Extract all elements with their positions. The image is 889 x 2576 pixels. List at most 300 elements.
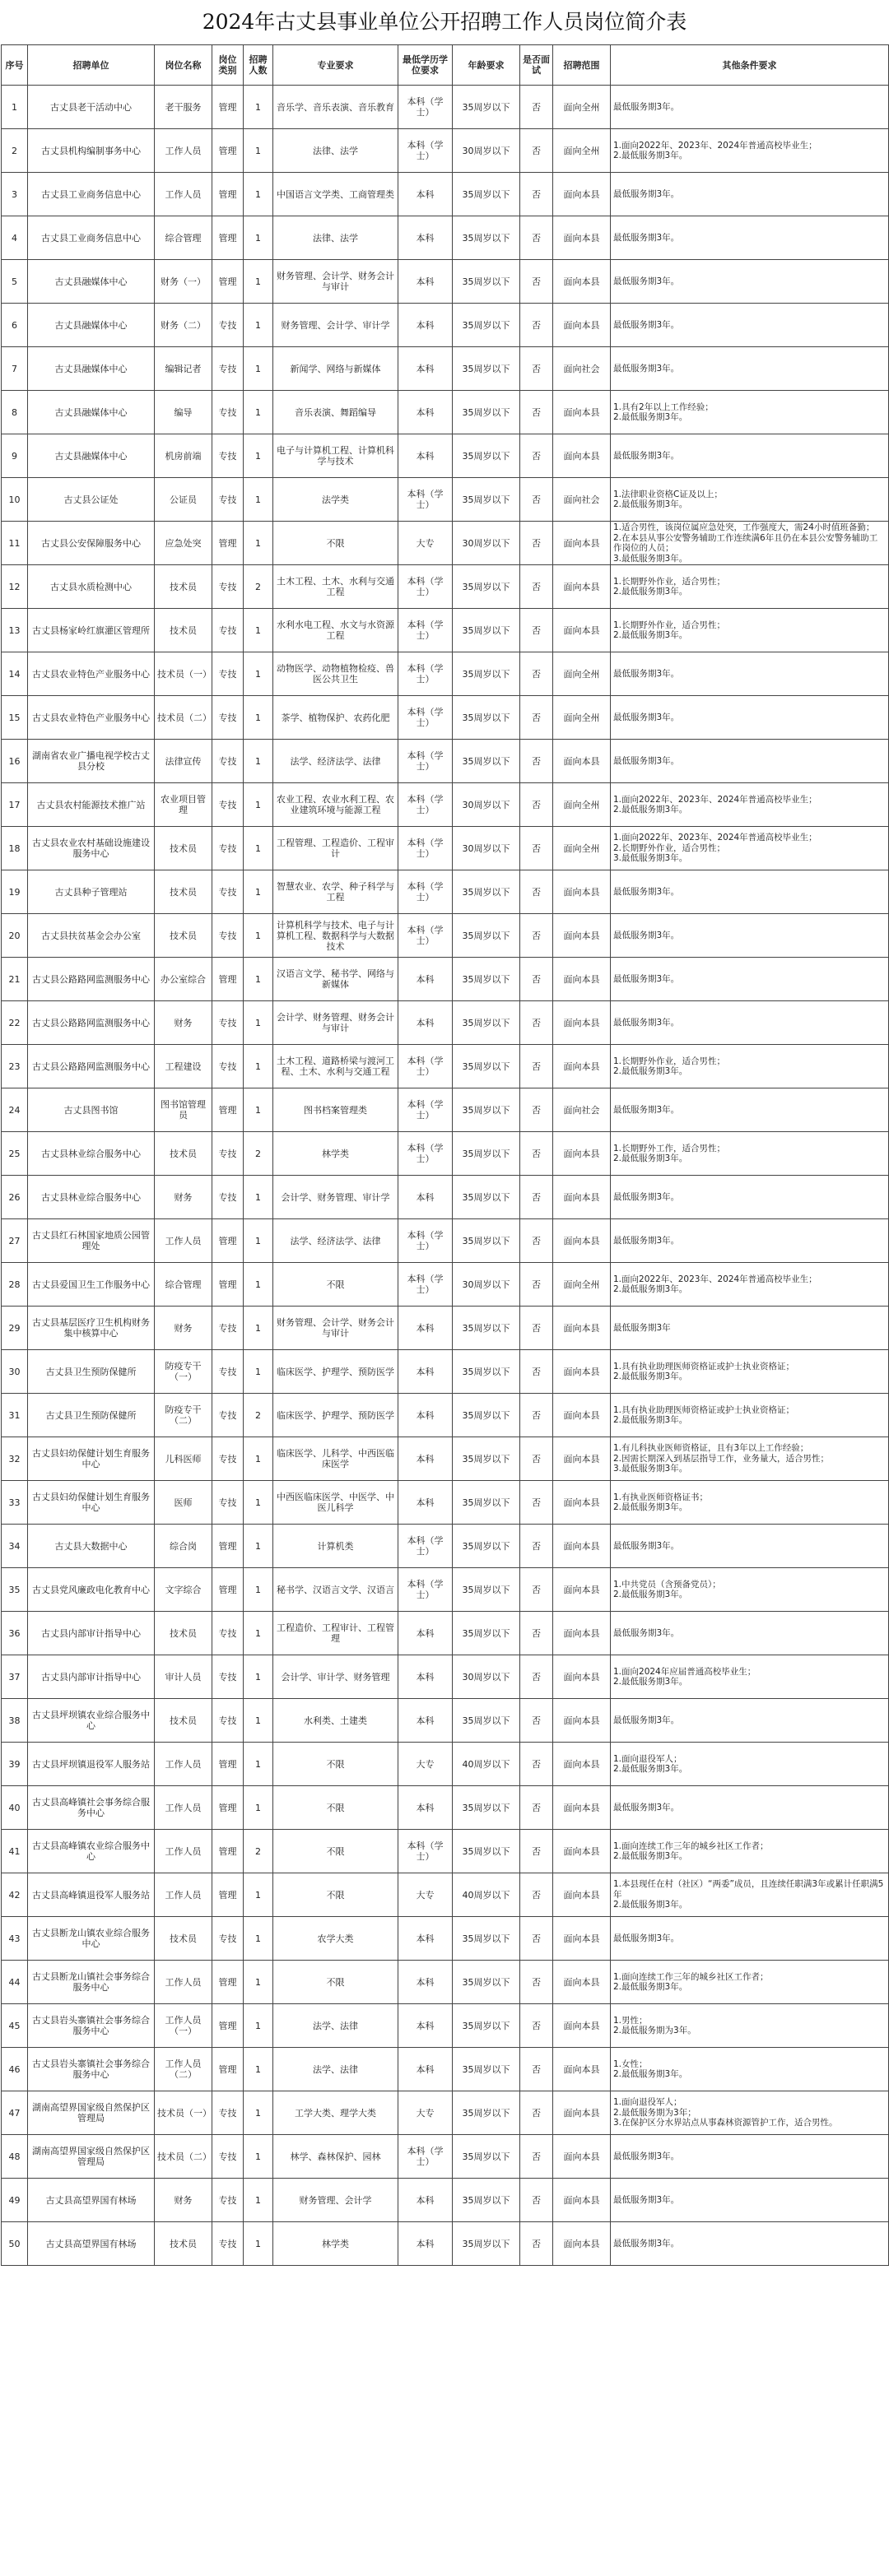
- cell-count: 1: [244, 1743, 273, 1786]
- cell-category: 管理: [212, 958, 244, 1001]
- cell-count: 1: [244, 1437, 273, 1481]
- cell-age: 35周岁以下: [453, 2135, 520, 2179]
- cell-interview: 否: [520, 652, 553, 696]
- cell-interview: 否: [520, 1743, 553, 1786]
- cell-scope: 面向本县: [553, 1612, 611, 1655]
- cell-category: 专技: [212, 870, 244, 914]
- cell-count: 1: [244, 1350, 273, 1394]
- cell-scope: 面向本县: [553, 434, 611, 478]
- cell-count: 1: [244, 958, 273, 1001]
- cell-major: 林学类: [273, 1132, 398, 1176]
- cell-position: 工作人员: [155, 173, 212, 216]
- cell-category: 专技: [212, 1917, 244, 1961]
- cell-age: 35周岁以下: [453, 1219, 520, 1263]
- table-row: [2, 1481, 889, 1525]
- cell-other: 1.面向2024年应届普通高校毕业生； 2.最低服务期3年。: [611, 1655, 889, 1699]
- table-row: [2, 1786, 889, 1830]
- cell-interview: 否: [520, 1525, 553, 1568]
- cell-scope: 面向本县: [553, 1219, 611, 1263]
- cell-category: 专技: [212, 1350, 244, 1394]
- table-row: [2, 1394, 889, 1437]
- cell-count: 1: [244, 696, 273, 740]
- cell-other: 1.具有执业助理医师资格证或护士执业资格证； 2.最低服务期3年。: [611, 1350, 889, 1394]
- cell-age: 35周岁以下: [453, 958, 520, 1001]
- cell-age: 35周岁以下: [453, 173, 520, 216]
- cell-category: 专技: [212, 565, 244, 609]
- cell-other: 1.面向连续工作三年的城乡社区工作者； 2.最低服务期3年。: [611, 1961, 889, 2004]
- cell-seq: 49: [2, 2179, 28, 2222]
- cell-interview: 否: [520, 1176, 553, 1219]
- cell-major: 新闻学、网络与新媒体: [273, 347, 398, 391]
- cell-count: 1: [244, 2179, 273, 2222]
- cell-age: 35周岁以下: [453, 347, 520, 391]
- cell-education: 本科（学士）: [398, 1088, 453, 1132]
- cell-interview: 否: [520, 86, 553, 129]
- page-title: 2024年古丈县事业单位公开招聘工作人员岗位简介表: [202, 10, 687, 34]
- cell-position: 审计人员: [155, 1655, 212, 1699]
- cell-other: 最低服务期3年。: [611, 86, 889, 129]
- cell-seq: 15: [2, 696, 28, 740]
- cell-position: 综合岗: [155, 1525, 212, 1568]
- cell-unit: 古丈县高峰镇农业综合服务中心: [28, 1830, 155, 1873]
- table-body: [2, 86, 889, 2266]
- cell-count: 1: [244, 783, 273, 827]
- cell-major: 中西医临床医学、中医学、中医儿科学: [273, 1481, 398, 1525]
- cell-position: 工作人员: [155, 1743, 212, 1786]
- cell-unit: 古丈县公路路网监测服务中心: [28, 1001, 155, 1045]
- cell-education: 本科: [398, 1350, 453, 1394]
- cell-position: 工程建设: [155, 1045, 212, 1088]
- cell-unit: 古丈县坪坝镇农业综合服务中心: [28, 1699, 155, 1743]
- cell-age: 35周岁以下: [453, 1525, 520, 1568]
- cell-unit: 古丈县农业特色产业服务中心: [28, 652, 155, 696]
- cell-seq: 34: [2, 1525, 28, 1568]
- header-age: 年龄要求: [453, 45, 520, 86]
- cell-scope: 面向全州: [553, 827, 611, 870]
- cell-interview: 否: [520, 1917, 553, 1961]
- cell-scope: 面向本县: [553, 740, 611, 783]
- cell-count: 1: [244, 347, 273, 391]
- cell-unit: 古丈县党风廉政电化教育中心: [28, 1568, 155, 1612]
- table-row: [2, 1350, 889, 1394]
- cell-education: 本科: [398, 1612, 453, 1655]
- cell-education: 本科: [398, 2179, 453, 2222]
- cell-other: 1.面向连续工作三年的城乡社区工作者； 2.最低服务期3年。: [611, 1830, 889, 1873]
- cell-position: 技术员: [155, 1612, 212, 1655]
- cell-age: 35周岁以下: [453, 1481, 520, 1525]
- table-row: [2, 870, 889, 914]
- cell-age: 35周岁以下: [453, 740, 520, 783]
- cell-major: 水利类、土建类: [273, 1699, 398, 1743]
- cell-major: 法律、法学: [273, 129, 398, 173]
- cell-seq: 32: [2, 1437, 28, 1481]
- cell-other: 1.本县现任在村（社区）“两委”成员，且连续任职满3年或累计任职满5年 2.最低服务期3年。: [611, 1873, 889, 1917]
- cell-education: 本科: [398, 391, 453, 434]
- cell-category: 管理: [212, 1088, 244, 1132]
- cell-scope: 面向全州: [553, 129, 611, 173]
- cell-age: 35周岁以下: [453, 2004, 520, 2048]
- cell-seq: 45: [2, 2004, 28, 2048]
- cell-interview: 否: [520, 2135, 553, 2179]
- cell-scope: 面向本县: [553, 2179, 611, 2222]
- cell-unit: 古丈县公路路网监测服务中心: [28, 958, 155, 1001]
- cell-scope: 面向本县: [553, 1481, 611, 1525]
- cell-unit: 湖南省农业广播电视学校古丈县分校: [28, 740, 155, 783]
- cell-category: 专技: [212, 304, 244, 347]
- cell-position: 财务（一）: [155, 260, 212, 304]
- cell-major: 法学、法律: [273, 2048, 398, 2091]
- cell-category: 专技: [212, 652, 244, 696]
- cell-seq: 44: [2, 1961, 28, 2004]
- cell-major: 中国语言文学类、工商管理类: [273, 173, 398, 216]
- cell-other: 最低服务期3年。: [611, 2135, 889, 2179]
- cell-unit: 古丈县杨家岭红旗灌区管理所: [28, 609, 155, 652]
- cell-age: 35周岁以下: [453, 1830, 520, 1873]
- cell-other: 1.女性； 2.最低服务期3年。: [611, 2048, 889, 2091]
- cell-category: 管理: [212, 1525, 244, 1568]
- cell-education: 本科: [398, 1001, 453, 1045]
- cell-education: 大专: [398, 522, 453, 565]
- cell-count: 2: [244, 1830, 273, 1873]
- cell-unit: 古丈县高望界国有林场: [28, 2179, 155, 2222]
- cell-interview: 否: [520, 391, 553, 434]
- cell-category: 专技: [212, 1132, 244, 1176]
- cell-count: 1: [244, 1001, 273, 1045]
- cell-category: 专技: [212, 740, 244, 783]
- cell-seq: 27: [2, 1219, 28, 1263]
- cell-seq: 41: [2, 1830, 28, 1873]
- cell-category: 专技: [212, 434, 244, 478]
- cell-age: 35周岁以下: [453, 609, 520, 652]
- cell-major: 法学、经济法学、法律: [273, 1219, 398, 1263]
- cell-other: 最低服务期3年。: [611, 173, 889, 216]
- cell-scope: 面向本县: [553, 914, 611, 958]
- cell-age: 40周岁以下: [453, 1743, 520, 1786]
- cell-other: 1.男性； 2.最低服务期为3年。: [611, 2004, 889, 2048]
- cell-category: 管理: [212, 2004, 244, 2048]
- cell-position: 医师: [155, 1481, 212, 1525]
- cell-scope: 面向本县: [553, 1917, 611, 1961]
- cell-count: 1: [244, 1219, 273, 1263]
- cell-scope: 面向本县: [553, 1786, 611, 1830]
- cell-age: 35周岁以下: [453, 652, 520, 696]
- table-row: [2, 1961, 889, 2004]
- cell-scope: 面向全州: [553, 696, 611, 740]
- cell-other: 最低服务期3年。: [611, 696, 889, 740]
- cell-age: 30周岁以下: [453, 783, 520, 827]
- cell-unit: 古丈县融媒体中心: [28, 391, 155, 434]
- cell-position: 财务（二）: [155, 304, 212, 347]
- cell-scope: 面向本县: [553, 2004, 611, 2048]
- cell-scope: 面向本县: [553, 1132, 611, 1176]
- cell-education: 本科: [398, 1699, 453, 1743]
- cell-unit: 古丈县公路路网监测服务中心: [28, 1045, 155, 1088]
- cell-category: 专技: [212, 2091, 244, 2135]
- cell-age: 35周岁以下: [453, 1612, 520, 1655]
- table-row: [2, 260, 889, 304]
- cell-major: 财务管理、会计学、审计学: [273, 304, 398, 347]
- cell-position: 工作人员: [155, 1830, 212, 1873]
- cell-major: 水利水电工程、水文与水资源工程: [273, 609, 398, 652]
- cell-category: 管理: [212, 1786, 244, 1830]
- cell-education: 本科（学士）: [398, 1132, 453, 1176]
- cell-education: 本科: [398, 2004, 453, 2048]
- cell-age: 35周岁以下: [453, 1394, 520, 1437]
- cell-education: 本科（学士）: [398, 565, 453, 609]
- cell-count: 1: [244, 1699, 273, 1743]
- cell-age: 35周岁以下: [453, 2048, 520, 2091]
- cell-position: 工作人员: [155, 1961, 212, 2004]
- cell-unit: 古丈县公安保障服务中心: [28, 522, 155, 565]
- cell-age: 35周岁以下: [453, 1568, 520, 1612]
- cell-count: 1: [244, 173, 273, 216]
- cell-category: 管理: [212, 173, 244, 216]
- cell-education: 本科（学士）: [398, 1263, 453, 1307]
- cell-education: 大专: [398, 2091, 453, 2135]
- cell-unit: 古丈县断龙山镇农业综合服务中心: [28, 1917, 155, 1961]
- cell-position: 文字综合: [155, 1568, 212, 1612]
- cell-position: 技术员: [155, 609, 212, 652]
- header-interview: 是否面试: [520, 45, 553, 86]
- cell-age: 35周岁以下: [453, 1307, 520, 1350]
- cell-other: 1.法律职业资格C证及以上； 2.最低服务期3年。: [611, 478, 889, 522]
- cell-category: 专技: [212, 1307, 244, 1350]
- cell-major: 林学类: [273, 2222, 398, 2266]
- cell-other: 1.长期野外作业，适合男性； 2.最低服务期3年。: [611, 1045, 889, 1088]
- cell-interview: 否: [520, 1655, 553, 1699]
- cell-interview: 否: [520, 2048, 553, 2091]
- cell-position: 技术员（二）: [155, 696, 212, 740]
- cell-category: 专技: [212, 1655, 244, 1699]
- cell-other: 1.适合男性，该岗位属应急处突，工作强度大，需24小时值班备勤； 2.在本县从事公安警务辅助工作连续满6年且仍在本县公安警务辅助工作岗位的人员； 3.最低服务期3年。: [611, 522, 889, 565]
- cell-other: 最低服务期3年。: [611, 260, 889, 304]
- cell-count: 1: [244, 1655, 273, 1699]
- cell-unit: 古丈县卫生预防保健所: [28, 1350, 155, 1394]
- header-count: 招聘人数: [244, 45, 273, 86]
- cell-position: 综合管理: [155, 1263, 212, 1307]
- cell-age: 35周岁以下: [453, 1786, 520, 1830]
- cell-unit: 古丈县岩头寨镇社会事务综合服务中心: [28, 2048, 155, 2091]
- table-row: [2, 958, 889, 1001]
- cell-count: 1: [244, 1045, 273, 1088]
- cell-seq: 5: [2, 260, 28, 304]
- cell-major: 汉语言文学、秘书学、网络与新媒体: [273, 958, 398, 1001]
- cell-category: 专技: [212, 478, 244, 522]
- cell-interview: 否: [520, 783, 553, 827]
- cell-interview: 否: [520, 1001, 553, 1045]
- cell-education: 本科: [398, 260, 453, 304]
- table-row: [2, 391, 889, 434]
- cell-scope: 面向本县: [553, 1176, 611, 1219]
- cell-scope: 面向全州: [553, 783, 611, 827]
- cell-other: 最低服务期3年。: [611, 1088, 889, 1132]
- cell-education: 本科（学士）: [398, 1525, 453, 1568]
- cell-major: 不限: [273, 1263, 398, 1307]
- cell-seq: 48: [2, 2135, 28, 2179]
- cell-age: 35周岁以下: [453, 2091, 520, 2135]
- cell-major: 法学、法律: [273, 2004, 398, 2048]
- header-seq: 序号: [2, 45, 28, 86]
- cell-education: 本科（学士）: [398, 478, 453, 522]
- header-unit: 招聘单位: [28, 45, 155, 86]
- table-row: [2, 1176, 889, 1219]
- cell-age: 30周岁以下: [453, 1263, 520, 1307]
- cell-unit: 古丈县种子管理站: [28, 870, 155, 914]
- cell-unit: 湖南高望界国家级自然保护区管理局: [28, 2135, 155, 2179]
- table-row: [2, 1917, 889, 1961]
- table-row: [2, 1655, 889, 1699]
- cell-scope: 面向本县: [553, 1045, 611, 1088]
- cell-position: 技术员: [155, 2222, 212, 2266]
- cell-seq: 13: [2, 609, 28, 652]
- cell-unit: 古丈县林业综合服务中心: [28, 1176, 155, 1219]
- cell-interview: 否: [520, 1961, 553, 2004]
- cell-education: 本科（学士）: [398, 870, 453, 914]
- cell-education: 本科（学士）: [398, 827, 453, 870]
- cell-age: 35周岁以下: [453, 1132, 520, 1176]
- cell-education: 本科: [398, 1481, 453, 1525]
- cell-count: 1: [244, 1568, 273, 1612]
- table-row: [2, 740, 889, 783]
- cell-category: 专技: [212, 2222, 244, 2266]
- cell-interview: 否: [520, 740, 553, 783]
- cell-interview: 否: [520, 347, 553, 391]
- cell-interview: 否: [520, 1873, 553, 1917]
- cell-seq: 36: [2, 1612, 28, 1655]
- cell-major: 土木工程、道路桥梁与渡河工程、土木、水利与交通工程: [273, 1045, 398, 1088]
- cell-position: 儿科医师: [155, 1437, 212, 1481]
- cell-position: 综合管理: [155, 216, 212, 260]
- table-row: [2, 827, 889, 870]
- cell-seq: 26: [2, 1176, 28, 1219]
- cell-other: 1.面向退役军人； 2.最低服务期3年。: [611, 1743, 889, 1786]
- cell-major: 茶学、植物保护、农药化肥: [273, 696, 398, 740]
- cell-major: 法律、法学: [273, 216, 398, 260]
- cell-category: 专技: [212, 827, 244, 870]
- cell-unit: 古丈县图书馆: [28, 1088, 155, 1132]
- cell-position: 工作人员: [155, 129, 212, 173]
- cell-count: 1: [244, 1525, 273, 1568]
- cell-count: 1: [244, 2048, 273, 2091]
- cell-major: 图书档案管理类: [273, 1088, 398, 1132]
- cell-scope: 面向本县: [553, 1437, 611, 1481]
- cell-seq: 4: [2, 216, 28, 260]
- cell-seq: 10: [2, 478, 28, 522]
- cell-age: 35周岁以下: [453, 216, 520, 260]
- table-row: [2, 347, 889, 391]
- header-position: 岗位名称: [155, 45, 212, 86]
- cell-scope: 面向本县: [553, 609, 611, 652]
- cell-category: 专技: [212, 1045, 244, 1088]
- cell-unit: 古丈县水质检测中心: [28, 565, 155, 609]
- cell-position: 公证员: [155, 478, 212, 522]
- cell-unit: 古丈县农村能源技术推广站: [28, 783, 155, 827]
- table-row: [2, 216, 889, 260]
- cell-scope: 面向本县: [553, 2048, 611, 2091]
- cell-major: 工程造价、工程审计、工程管理: [273, 1612, 398, 1655]
- cell-other: 最低服务期3年。: [611, 216, 889, 260]
- cell-seq: 35: [2, 1568, 28, 1612]
- cell-seq: 39: [2, 1743, 28, 1786]
- table-row: [2, 173, 889, 216]
- cell-other: 最低服务期3年。: [611, 1176, 889, 1219]
- cell-position: 农业项目管理: [155, 783, 212, 827]
- cell-position: 防疫专干（二）: [155, 1394, 212, 1437]
- header-other: 其他条件要求: [611, 45, 889, 86]
- cell-count: 1: [244, 1176, 273, 1219]
- cell-category: 管理: [212, 1263, 244, 1307]
- cell-seq: 25: [2, 1132, 28, 1176]
- cell-seq: 2: [2, 129, 28, 173]
- cell-age: 35周岁以下: [453, 870, 520, 914]
- cell-position: 财务: [155, 2179, 212, 2222]
- cell-scope: 面向本县: [553, 1568, 611, 1612]
- cell-major: 工学大类、理学大类: [273, 2091, 398, 2135]
- cell-position: 法律宣传: [155, 740, 212, 783]
- cell-count: 1: [244, 304, 273, 347]
- cell-unit: 古丈县机构编制事务中心: [28, 129, 155, 173]
- cell-other: 最低服务期3年。: [611, 1699, 889, 1743]
- cell-seq: 21: [2, 958, 28, 1001]
- cell-education: 本科（学士）: [398, 1219, 453, 1263]
- table-row: [2, 2179, 889, 2222]
- cell-other: 最低服务期3年。: [611, 1525, 889, 1568]
- cell-interview: 否: [520, 2004, 553, 2048]
- cell-unit: 古丈县林业综合服务中心: [28, 1132, 155, 1176]
- cell-other: 1.面向2022年、2023年、2024年普通高校毕业生； 2.最低服务期3年。: [611, 1263, 889, 1307]
- cell-major: 不限: [273, 522, 398, 565]
- header-major: 专业要求: [273, 45, 398, 86]
- cell-category: 专技: [212, 914, 244, 958]
- cell-seq: 12: [2, 565, 28, 609]
- cell-interview: 否: [520, 260, 553, 304]
- cell-category: 专技: [212, 1612, 244, 1655]
- cell-interview: 否: [520, 1699, 553, 1743]
- cell-other: 最低服务期3年。: [611, 958, 889, 1001]
- cell-age: 35周岁以下: [453, 304, 520, 347]
- cell-interview: 否: [520, 1437, 553, 1481]
- cell-unit: 古丈县高望界国有林场: [28, 2222, 155, 2266]
- cell-education: 本科（学士）: [398, 1568, 453, 1612]
- cell-count: 1: [244, 652, 273, 696]
- cell-interview: 否: [520, 1088, 553, 1132]
- cell-age: 35周岁以下: [453, 1350, 520, 1394]
- cell-scope: 面向本县: [553, 1699, 611, 1743]
- cell-category: 专技: [212, 391, 244, 434]
- cell-other: 最低服务期3年。: [611, 304, 889, 347]
- cell-count: 1: [244, 2091, 273, 2135]
- cell-major: 不限: [273, 1743, 398, 1786]
- cell-age: 35周岁以下: [453, 1961, 520, 2004]
- cell-major: 智慧农业、农学、种子科学与工程: [273, 870, 398, 914]
- cell-count: 1: [244, 391, 273, 434]
- cell-education: 本科: [398, 1437, 453, 1481]
- cell-unit: 古丈县公证处: [28, 478, 155, 522]
- cell-seq: 6: [2, 304, 28, 347]
- cell-scope: 面向本县: [553, 1001, 611, 1045]
- cell-scope: 面向本县: [553, 1655, 611, 1699]
- cell-interview: 否: [520, 1394, 553, 1437]
- cell-education: 本科: [398, 1917, 453, 1961]
- cell-major: 农学大类: [273, 1917, 398, 1961]
- header-category: 岗位类别: [212, 45, 244, 86]
- cell-other: 1.具有执业助理医师资格证或护士执业资格证； 2.最低服务期3年。: [611, 1394, 889, 1437]
- cell-unit: 古丈县妇幼保健计划生育服务中心: [28, 1481, 155, 1525]
- cell-age: 35周岁以下: [453, 696, 520, 740]
- cell-education: 本科（学士）: [398, 740, 453, 783]
- cell-education: 本科: [398, 958, 453, 1001]
- cell-category: 管理: [212, 260, 244, 304]
